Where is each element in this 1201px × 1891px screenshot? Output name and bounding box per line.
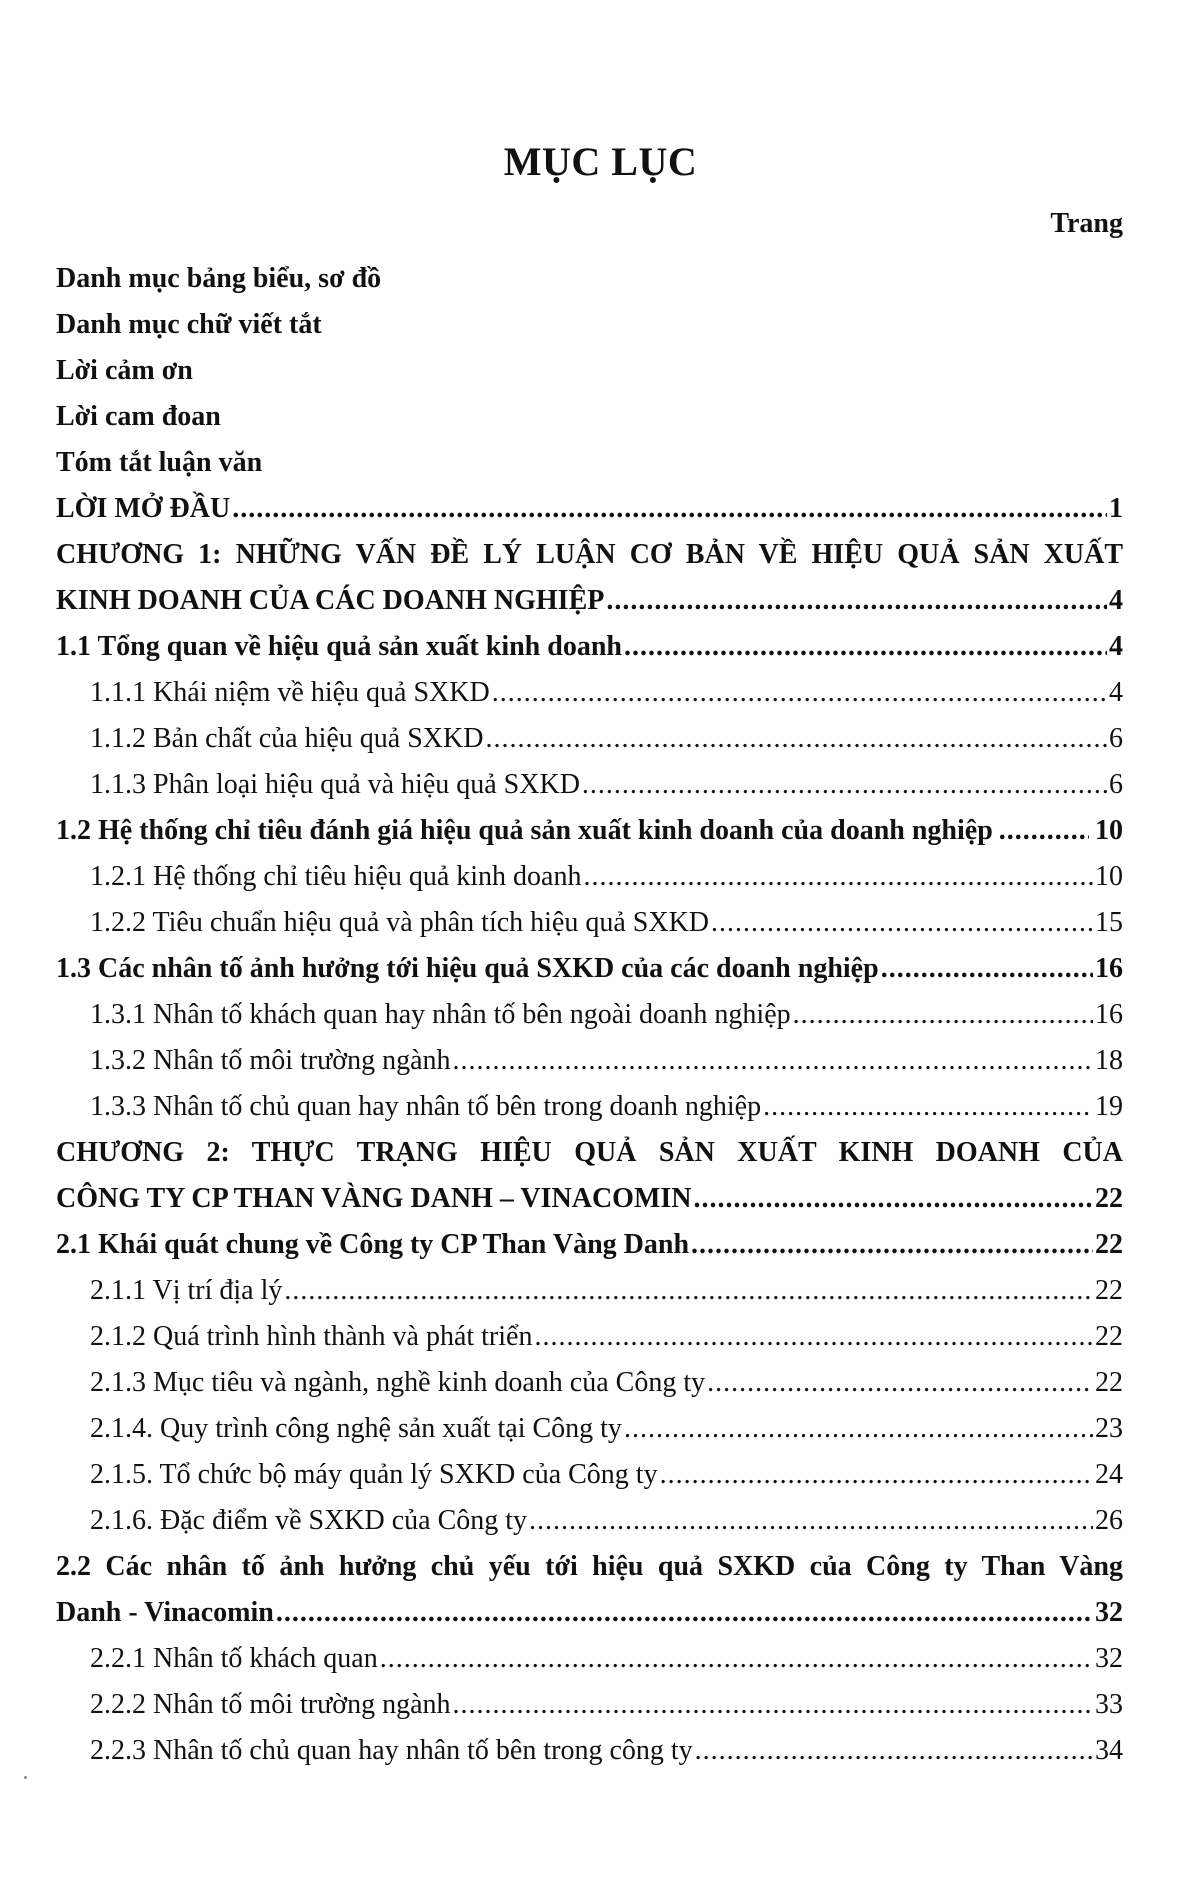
- toc-entry: 1.3 Các nhân tố ảnh hưởng tới hiệu quả SXKD của các doanh nghiệp ..... 16: [56, 946, 1123, 992]
- toc-subentry: 2.1.4. Quy trình công nghệ sản xuất tại Công ty ..... 23: [56, 1406, 1123, 1452]
- toc-subentry: 2.1.6. Đặc điểm về SXKD của Công ty ..... 26: [56, 1498, 1123, 1544]
- toc-subentry: 1.3.2 Nhân tố môi trường ngành ..... 18: [56, 1038, 1123, 1084]
- toc-entry: 1.1 Tổng quan về hiệu quả sản xuất kinh doanh ..... 4: [56, 624, 1123, 670]
- toc-subentry: 1.2.2 Tiêu chuẩn hiệu quả và phân tích hiệu quả SXKD ..... 15: [56, 900, 1123, 946]
- toc-subentry: 1.2.1 Hệ thống chỉ tiêu hiệu quả kinh doanh ..... 10: [56, 854, 1123, 900]
- toc-chapter-heading: CHƯƠNG 1: NHỮNG VẤN ĐỀ LÝ LUẬN CƠ BẢN VỀ HIỆU QUẢ SẢN XUẤT: [56, 539, 1123, 570]
- toc-entry: Danh mục bảng biểu, sơ đồ: [56, 263, 382, 294]
- toc-entry: KINH DOANH CỦA CÁC DOANH NGHIỆP ..... 4: [56, 578, 1123, 624]
- toc-entry: Lời cảm ơn: [56, 355, 193, 386]
- toc-subentry: 2.2.2 Nhân tố môi trường ngành ..... 33: [56, 1682, 1123, 1728]
- toc-entry: Tóm tắt luận văn: [56, 447, 263, 478]
- toc-entry: 1.2 Hệ thống chỉ tiêu đánh giá hiệu quả sản xuất kinh doanh của doanh nghiệp ..... 10: [56, 808, 1123, 854]
- toc-entry: LỜI MỞ ĐẦU ..... 1: [56, 486, 1123, 532]
- toc-entry: Lời cam đoan: [56, 401, 221, 432]
- scan-speck: [24, 1776, 27, 1779]
- toc-subentry: 1.1.3 Phân loại hiệu quả và hiệu quả SXKD ..... 6: [56, 762, 1123, 808]
- toc-subentry: 1.1.2 Bản chất của hiệu quả SXKD ..... 6: [56, 716, 1123, 762]
- toc-subentry: 2.2.3 Nhân tố chủ quan hay nhân tố bên trong công ty ..... 34: [56, 1728, 1123, 1774]
- table-of-contents: [56, 256, 1123, 1774]
- toc-entry: Danh - Vinacomin ..... 32: [56, 1590, 1123, 1636]
- toc-subentry: 2.1.5. Tổ chức bộ máy quản lý SXKD của Công ty ..... 24: [56, 1452, 1123, 1498]
- toc-entry: 2.1 Khái quát chung về Công ty CP Than Vàng Danh ..... 22: [56, 1222, 1123, 1268]
- page-title: MỤC LỤC: [503, 139, 698, 184]
- toc-subentry: 2.1.1 Vị trí địa lý ..... 22: [56, 1268, 1123, 1314]
- page-column-header: Trang: [1050, 208, 1123, 239]
- toc-subentry: 1.3.3 Nhân tố chủ quan hay nhân tố bên trong doanh nghiệp ..... 19: [56, 1084, 1123, 1130]
- toc-subentry: 2.1.2 Quá trình hình thành và phát triển ..... 22: [56, 1314, 1123, 1360]
- toc-chapter-heading: CHƯƠNG 2: THỰC TRẠNG HIỆU QUẢ SẢN XUẤT KINH DOANH CỦA: [56, 1137, 1123, 1168]
- toc-section-heading: 2.2 Các nhân tố ảnh hưởng chủ yếu tới hiệu quả SXKD của Công ty Than Vàng: [56, 1551, 1123, 1582]
- toc-subentry: 2.1.3 Mục tiêu và ngành, nghề kinh doanh của Công ty ..... 22: [56, 1360, 1123, 1406]
- toc-subentry: 1.1.1 Khái niệm về hiệu quả SXKD ..... 4: [56, 670, 1123, 716]
- toc-entry: Danh mục chữ viết tắt: [56, 309, 322, 340]
- toc-subentry: 1.3.1 Nhân tố khách quan hay nhân tố bên ngoài doanh nghiệp ..... 16: [56, 992, 1123, 1038]
- toc-subentry: 2.2.1 Nhân tố khách quan ..... 32: [56, 1636, 1123, 1682]
- toc-entry: CÔNG TY CP THAN VÀNG DANH – VINACOMIN ..... 22: [56, 1176, 1123, 1222]
